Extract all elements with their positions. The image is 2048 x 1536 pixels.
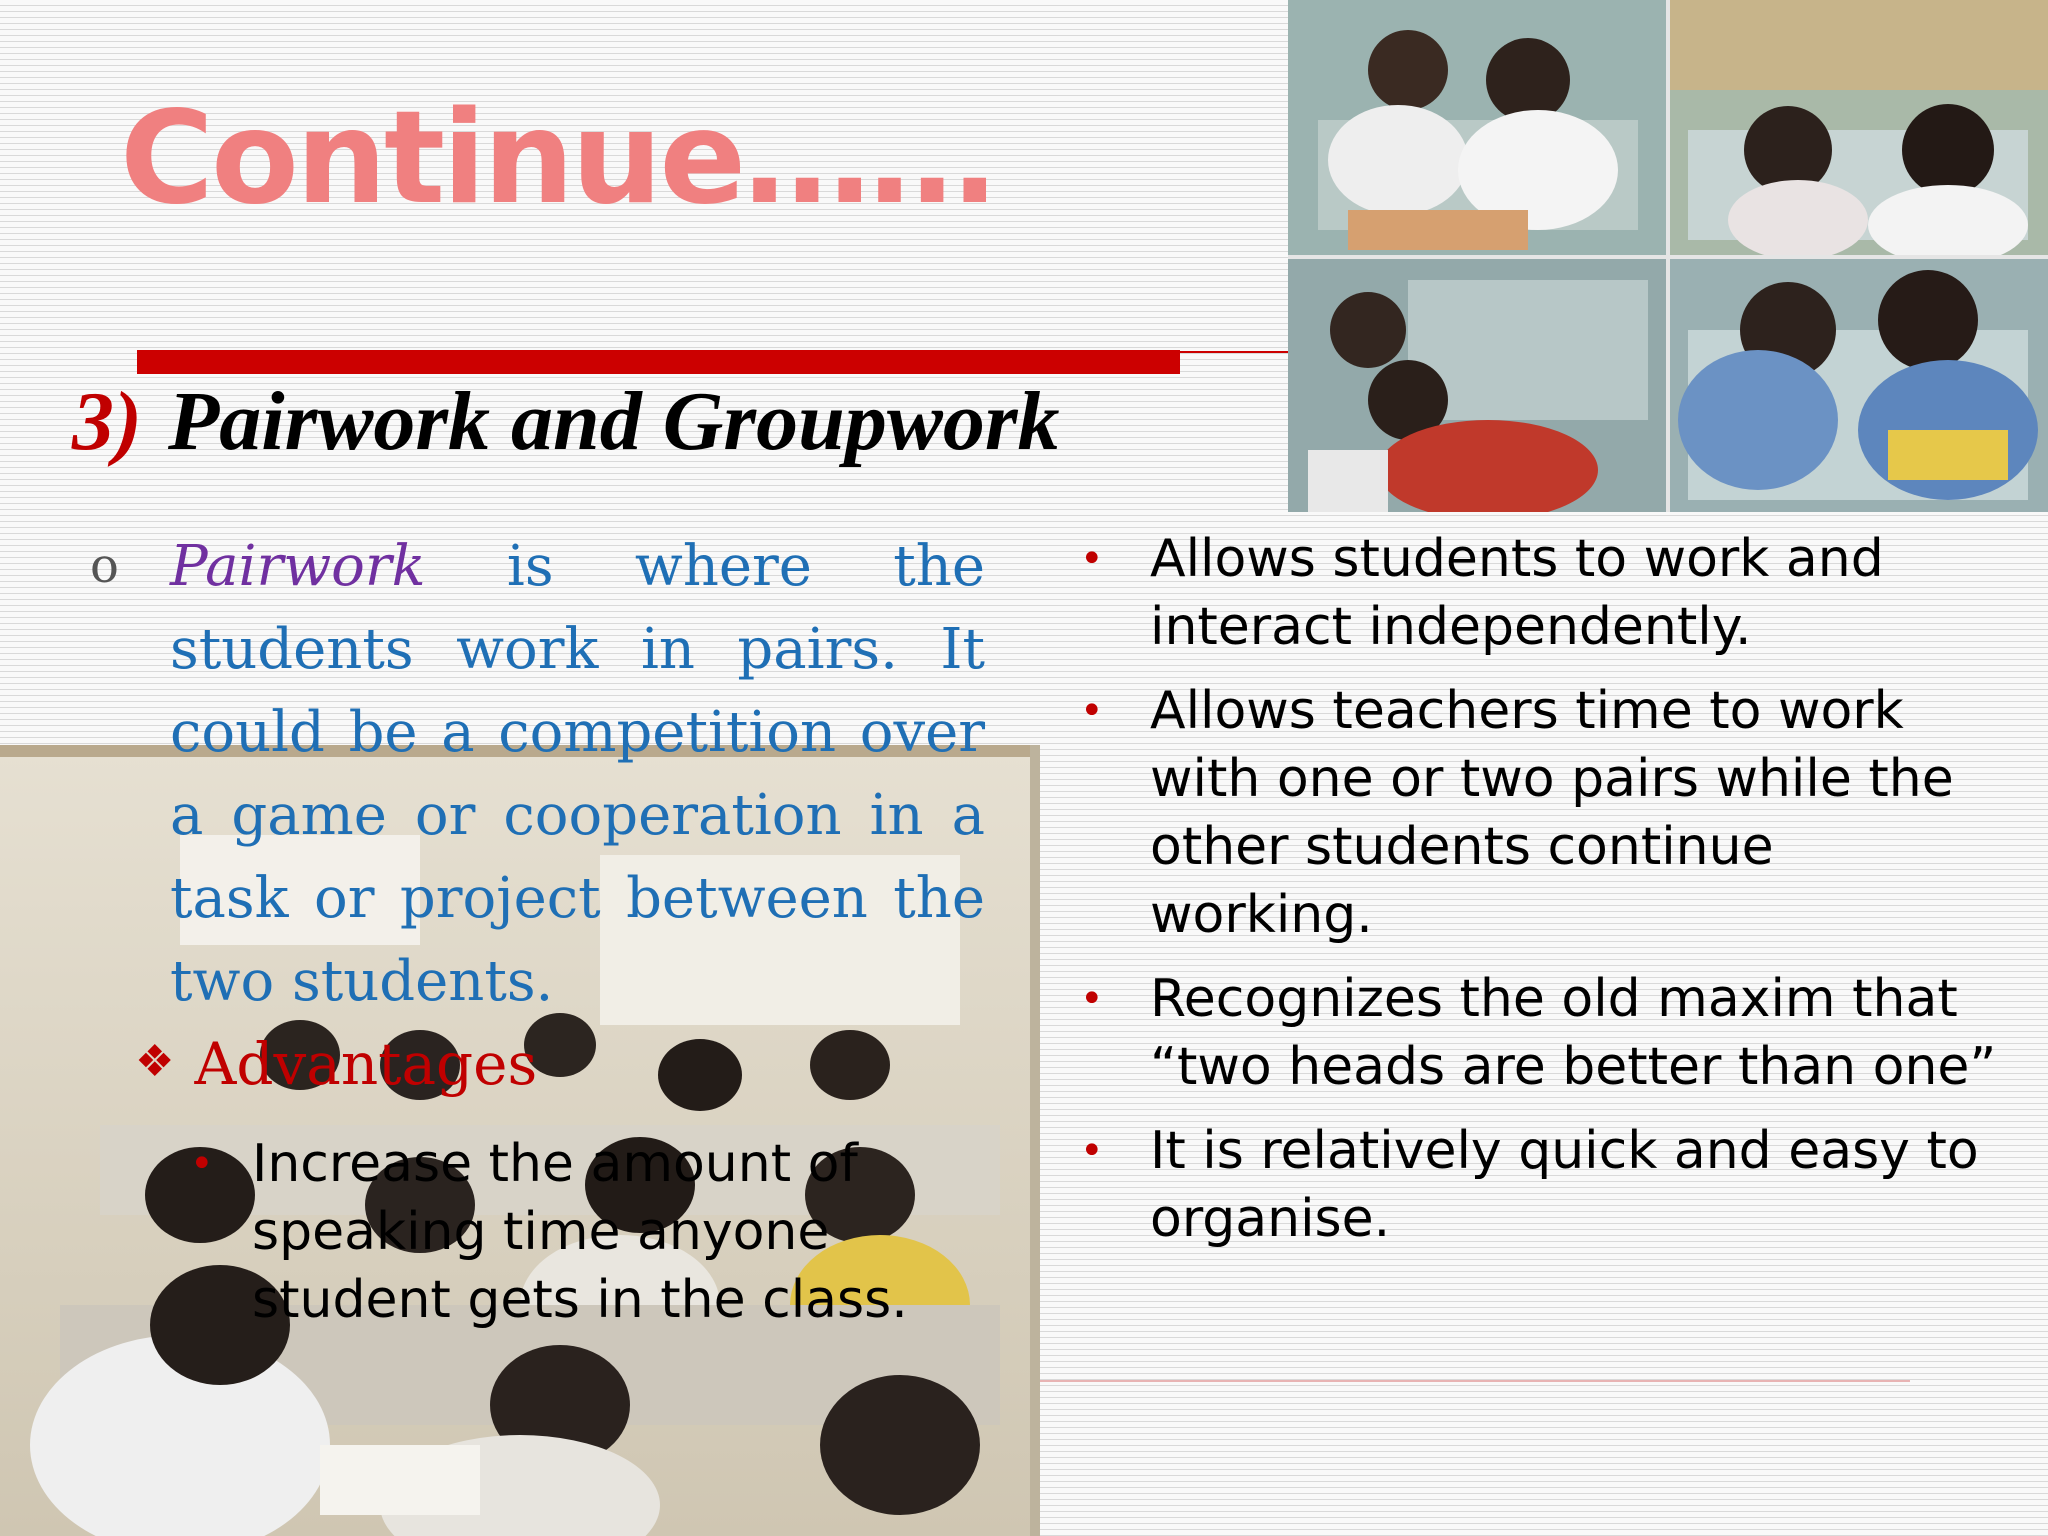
bullet-icon: • [190, 1141, 214, 1187]
pairwork-definition [90, 525, 985, 1023]
bullet-icon: • [1080, 536, 1104, 582]
advantages-heading [135, 1030, 537, 1098]
list-item [1080, 525, 2010, 661]
bullet-icon: • [1080, 688, 1104, 734]
list-item [1080, 965, 2010, 1101]
benefit-text: It is relatively quick and easy to organise. [1150, 1121, 1979, 1249]
benefit-text: Allows students to work and interact independently. [1150, 529, 1884, 657]
circle-bullet-icon: o [90, 538, 119, 594]
pairwork-term: Pairwork [170, 534, 426, 599]
advantages-label: Advantages [194, 1030, 538, 1098]
title-thin-rule [1180, 351, 1290, 353]
advantage-text: Increase the amount of speaking time anyone student gets in the class. [252, 1134, 908, 1330]
bullet-icon: • [1080, 976, 1104, 1022]
definition-paragraph [170, 525, 985, 1023]
section-title: Pairwork and Groupwork [167, 375, 1060, 468]
footer-rule [1040, 1380, 1910, 1382]
benefit-text: Allows teachers time to work with one or two pairs while the other students continue working. [1150, 681, 1954, 945]
diamond-bullet-icon: ❖ [135, 1036, 175, 1087]
advantages-list [190, 1130, 1010, 1334]
list-item [190, 1130, 1010, 1334]
definition-text: is where the students work in pairs. It could be a competition over a game or cooperation in a task or project between the two students. [170, 534, 985, 1014]
benefits-list [1080, 525, 2010, 1269]
slide-title: Continue…… [120, 84, 994, 233]
bullet-icon: • [1080, 1128, 1104, 1174]
section-heading [72, 375, 1060, 468]
title-underline-bar [137, 350, 1180, 374]
benefit-text: Recognizes the old maxim that “two heads are better than one” [1150, 969, 1997, 1097]
classroom-collage-photo [1288, 0, 2048, 512]
list-item [1080, 677, 2010, 949]
section-number: 3) [72, 375, 142, 468]
list-item [1080, 1117, 2010, 1253]
